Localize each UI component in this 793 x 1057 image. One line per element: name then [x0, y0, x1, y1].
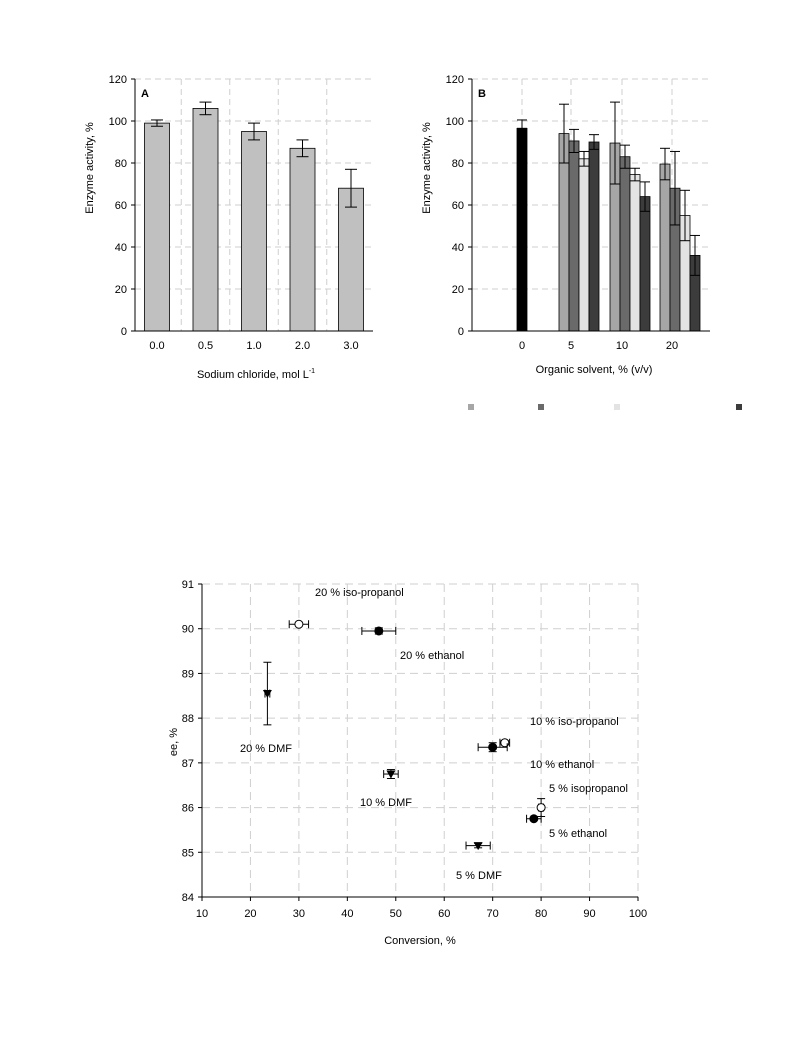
scatter-xtick-label: 70	[486, 908, 499, 920]
scatter-xtick-label: 60	[438, 908, 451, 920]
panel-b-ytick-label: 100	[445, 116, 464, 128]
panel-a-bars	[145, 102, 364, 331]
scatter-point-open-circle	[295, 620, 303, 628]
panel-a-bar	[339, 188, 364, 331]
scatter-point-label: 5 % ethanol	[549, 828, 608, 840]
chart-panel-a	[84, 74, 373, 381]
scatter-point-label: 5 % isopropanol	[549, 783, 628, 795]
scatter-xtick-label: 30	[292, 908, 306, 920]
panel-b-legend-swatch	[468, 404, 474, 410]
panel-a-ytick-label: 120	[108, 74, 127, 86]
scatter-point-filled-triangle	[263, 690, 272, 698]
panel-a-xtick-label: 0.0	[149, 340, 165, 352]
scatter-xtick-label: 100	[628, 908, 648, 920]
panel-b-control-bar	[517, 128, 527, 331]
scatter-point-label: 10 % ethanol	[530, 759, 595, 771]
panel-b-xtick-label: 20	[665, 340, 679, 352]
scatter-point-labels	[240, 587, 628, 882]
panel-a-xlabel-main: Sodium chloride, mol L	[196, 369, 309, 381]
scatter-xtick-label: 80	[534, 908, 548, 920]
panel-b-legend-swatch	[614, 404, 620, 410]
panel-a-xtick-label: 3.0	[343, 340, 359, 352]
scatter-ytick-label: 86	[181, 802, 194, 815]
scatter-point-label: 20 % ethanol	[400, 650, 465, 662]
panel-a-bar	[290, 148, 315, 331]
scatter-point-open-circle	[537, 804, 545, 812]
panel-a-ytick-label: 0	[120, 326, 127, 338]
chart-panel-b	[421, 74, 742, 410]
panel-a-xlabel-superscript: -1	[308, 368, 316, 375]
scatter-ytick-label: 87	[181, 757, 194, 770]
panel-b-bar	[630, 175, 640, 331]
scatter-point-label: 20 % DMF	[240, 743, 292, 755]
panel-a-bar	[145, 123, 170, 331]
panel-a-xtick-label: 1.0	[246, 340, 262, 352]
panel-b-ytick-label: 60	[451, 200, 464, 212]
scatter-ytick-label: 91	[181, 579, 194, 591]
scatter-xlabel: Conversion, %	[384, 935, 456, 947]
panel-b-legend-swatch	[538, 404, 544, 410]
panel-a-ytick-label: 80	[114, 158, 127, 170]
panel-a-ytick-label: 100	[108, 116, 127, 128]
scatter-ytick-label: 89	[181, 668, 194, 681]
scatter-xtick-label: 40	[341, 908, 354, 920]
panel-b-xtick-label: 10	[615, 340, 629, 352]
panel-a-bar	[242, 132, 267, 332]
panel-a-ylabel: Enzyme activity, %	[84, 122, 96, 214]
panel-a-label: A	[141, 88, 149, 100]
panel-b-xlabel: Organic solvent, % (v/v)	[535, 364, 653, 376]
panel-b-xtick-label: 0	[518, 340, 526, 352]
panel-b-label: B	[478, 88, 486, 100]
scatter-ytick-label: 90	[181, 623, 194, 636]
scatter-xtick-label: 90	[583, 908, 596, 920]
scatter-ytick-label: 85	[181, 847, 194, 860]
panel-b-bar	[640, 197, 650, 331]
panel-b-xtick-label: 5	[567, 340, 575, 352]
panel-b-ytick-label: 20	[451, 284, 464, 296]
panel-a-ytick-label: 60	[114, 200, 127, 212]
scatter-point-label: 5 % DMF	[456, 870, 502, 882]
scatter-point-filled-circle	[488, 743, 497, 752]
panel-b-legend-swatch	[736, 404, 742, 410]
panel-a-xtick-label: 2.0	[294, 340, 311, 352]
scatter-point-filled-circle	[529, 814, 538, 823]
scatter-point-label: 10 % iso-propanol	[530, 716, 619, 728]
panel-b-ytick-label: 40	[451, 242, 464, 254]
scatter-grid	[202, 584, 638, 897]
panel-b-ylabel: Enzyme activity, %	[421, 122, 433, 214]
scatter-point-label: 10 % DMF	[360, 797, 412, 809]
panel-a-ytick-label: 40	[114, 242, 127, 254]
panel-b-bars	[517, 102, 700, 331]
scatter-ytick-label: 88	[181, 713, 194, 726]
panel-b-bar	[589, 142, 599, 331]
panel-b-ytick-label: 120	[445, 74, 464, 86]
panel-a-bar	[193, 108, 218, 331]
scatter-ytick-label: 84	[181, 892, 194, 904]
panel-b-ytick-label: 0	[457, 326, 464, 338]
panel-b-ytick-label: 80	[451, 158, 464, 170]
panel-a-xlabel	[197, 368, 315, 381]
scatter-xtick-label: 50	[389, 908, 402, 920]
panel-b-bar	[620, 157, 630, 331]
panel-b-bar	[579, 159, 589, 331]
scatter-ylabel: ee, %	[168, 727, 180, 757]
panel-b-bar	[569, 141, 579, 331]
panel-b-legend	[468, 404, 742, 410]
panel-b-bar	[660, 164, 670, 331]
scatter-xtick-label: 20	[244, 908, 257, 920]
scatter-xtick-label: 10	[195, 908, 209, 920]
scatter-point-label: 20 % iso-propanol	[315, 587, 404, 599]
scatter-point-filled-circle	[374, 626, 383, 635]
panel-a-ytick-label: 20	[114, 284, 127, 296]
chart-scatter	[168, 579, 647, 947]
panel-a-xtick-label: 0.5	[197, 340, 214, 352]
